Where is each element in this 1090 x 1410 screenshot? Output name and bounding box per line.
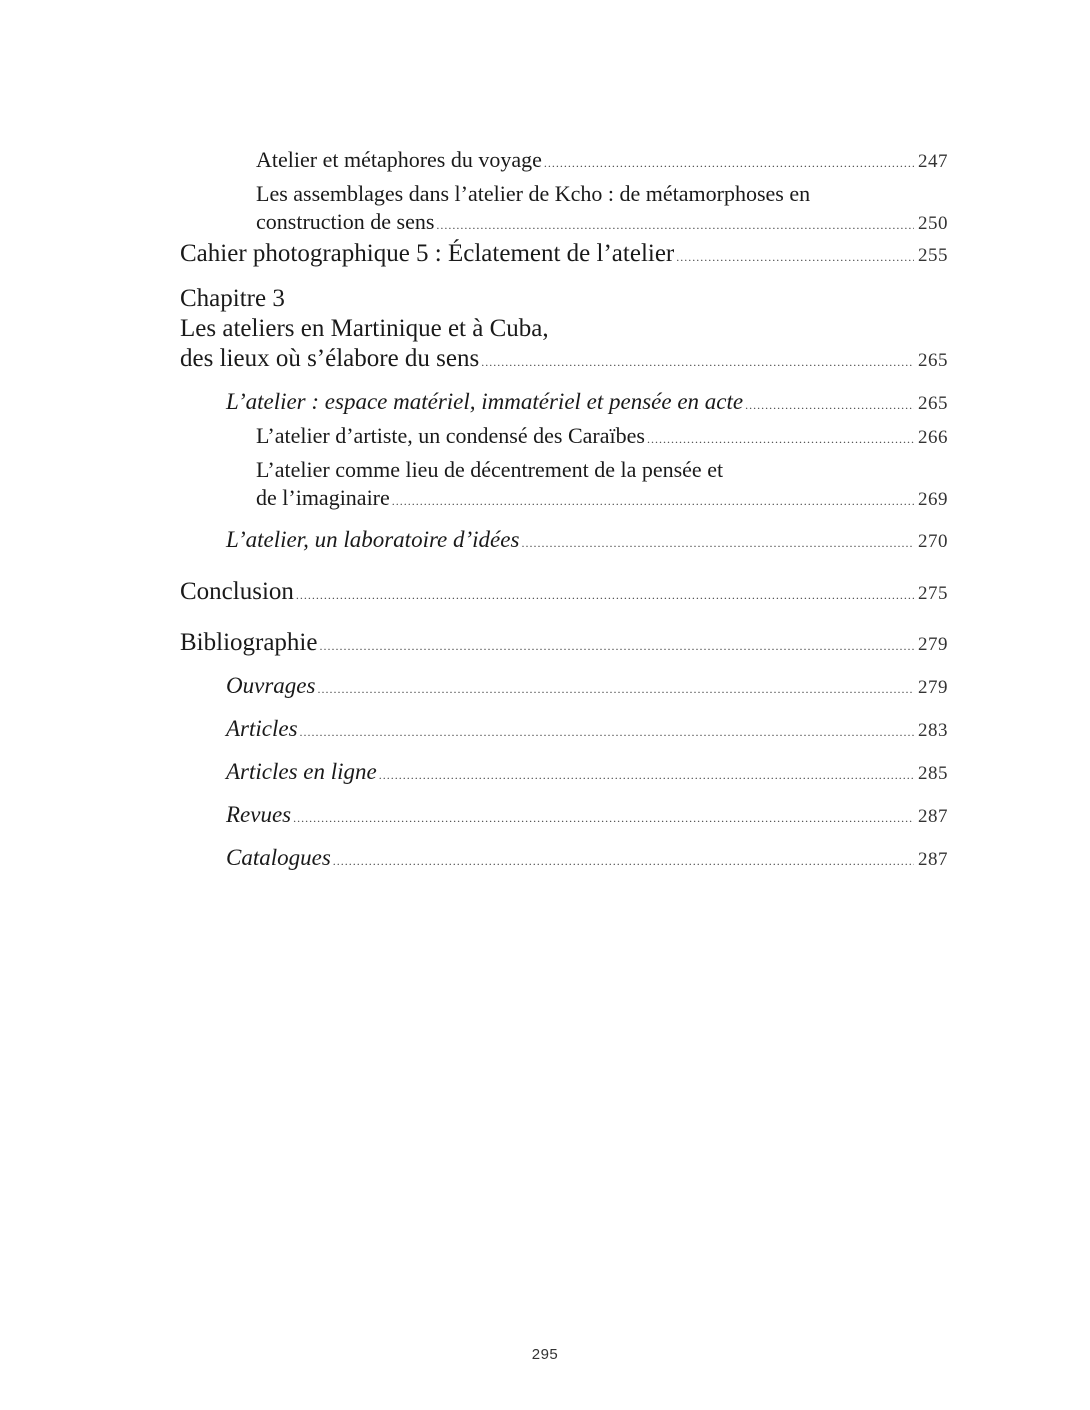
table-of-contents (180, 146, 948, 876)
toc-entry-page: 266 (918, 427, 948, 448)
toc-entry-page: 279 (918, 634, 948, 655)
toc-entry-title-line: L’atelier comme lieu de décentrement de la pensée et (256, 457, 724, 482)
dot-leader (379, 760, 914, 790)
toc-entry-page: 285 (918, 763, 948, 784)
dot-leader (647, 425, 914, 453)
toc-entry-title: construction de sens (256, 209, 435, 234)
toc-entry-title: de l’imaginaire (256, 485, 390, 510)
dot-leader (317, 674, 914, 704)
chapter-title-line: Les ateliers en Martinique et à Cuba, (180, 315, 549, 342)
toc-entry (180, 757, 948, 790)
toc-entry-title: Catalogues (226, 845, 331, 870)
toc-entry (180, 344, 948, 377)
toc-entry-title: L’atelier d’artiste, un condensé des Caraïbes (256, 423, 645, 448)
toc-entry-title-line: Les assemblages dans l’atelier de Kcho : de métamorphoses en (256, 181, 811, 206)
dot-leader (319, 631, 914, 661)
toc-entry-page: 279 (918, 677, 948, 698)
toc-entry-page: 247 (918, 151, 948, 172)
toc-entry-title: Articles (226, 716, 298, 741)
dot-leader (392, 487, 914, 515)
toc-entry-page: 255 (918, 245, 948, 266)
toc-entry-title: Atelier et métaphores du voyage (256, 147, 542, 172)
toc-entry-title: Ouvrages (226, 673, 316, 698)
chapter-label: Chapitre 3 (180, 285, 285, 312)
toc-entry (180, 422, 948, 453)
toc-entry-page: 270 (918, 531, 948, 552)
toc-entry (180, 671, 948, 704)
dot-leader (676, 242, 914, 272)
toc-entry (180, 714, 948, 747)
toc-entry (180, 208, 948, 239)
toc-entry-title: Revues (226, 802, 292, 827)
toc-entry-title: L’atelier : espace matériel, immatériel et pensée en acte (226, 389, 744, 414)
toc-entry-title: Conclusion (180, 578, 294, 605)
toc-entry (180, 800, 948, 833)
toc-entry-title: L’atelier, un laboratoire d’idées (226, 527, 520, 552)
toc-entry-page: 265 (918, 393, 948, 414)
toc-entry (180, 239, 948, 272)
dot-leader (544, 149, 914, 177)
dot-leader (333, 846, 914, 876)
dot-leader (745, 390, 914, 420)
toc-entry-title: Cahier photographique 5 : Éclatement de l’atelier (180, 240, 675, 267)
dot-leader (521, 528, 914, 558)
toc-entry-page: 269 (918, 489, 948, 510)
toc-entry-title: Articles en ligne (226, 759, 377, 784)
toc-entry (180, 525, 948, 558)
toc-entry (180, 577, 948, 610)
toc-entry (180, 146, 948, 177)
toc-entry-title: Bibliographie (180, 629, 318, 656)
toc-entry-page: 287 (918, 806, 948, 827)
page-number: 295 (531, 1346, 559, 1363)
toc-entry (180, 387, 948, 420)
toc-entry (180, 843, 948, 876)
dot-leader (481, 347, 914, 377)
dot-leader (300, 717, 914, 747)
toc-entry (180, 628, 948, 661)
dot-leader (436, 211, 914, 239)
toc-entry-page: 275 (918, 583, 948, 604)
dot-leader (296, 580, 914, 610)
toc-entry-page: 283 (918, 720, 948, 741)
toc-entry-page: 250 (918, 213, 948, 234)
dot-leader (293, 803, 914, 833)
toc-entry-page: 265 (918, 350, 948, 371)
toc-entry (180, 484, 948, 515)
toc-entry-title: des lieux où s’élabore du sens (180, 345, 480, 372)
toc-entry-page: 287 (918, 849, 948, 870)
